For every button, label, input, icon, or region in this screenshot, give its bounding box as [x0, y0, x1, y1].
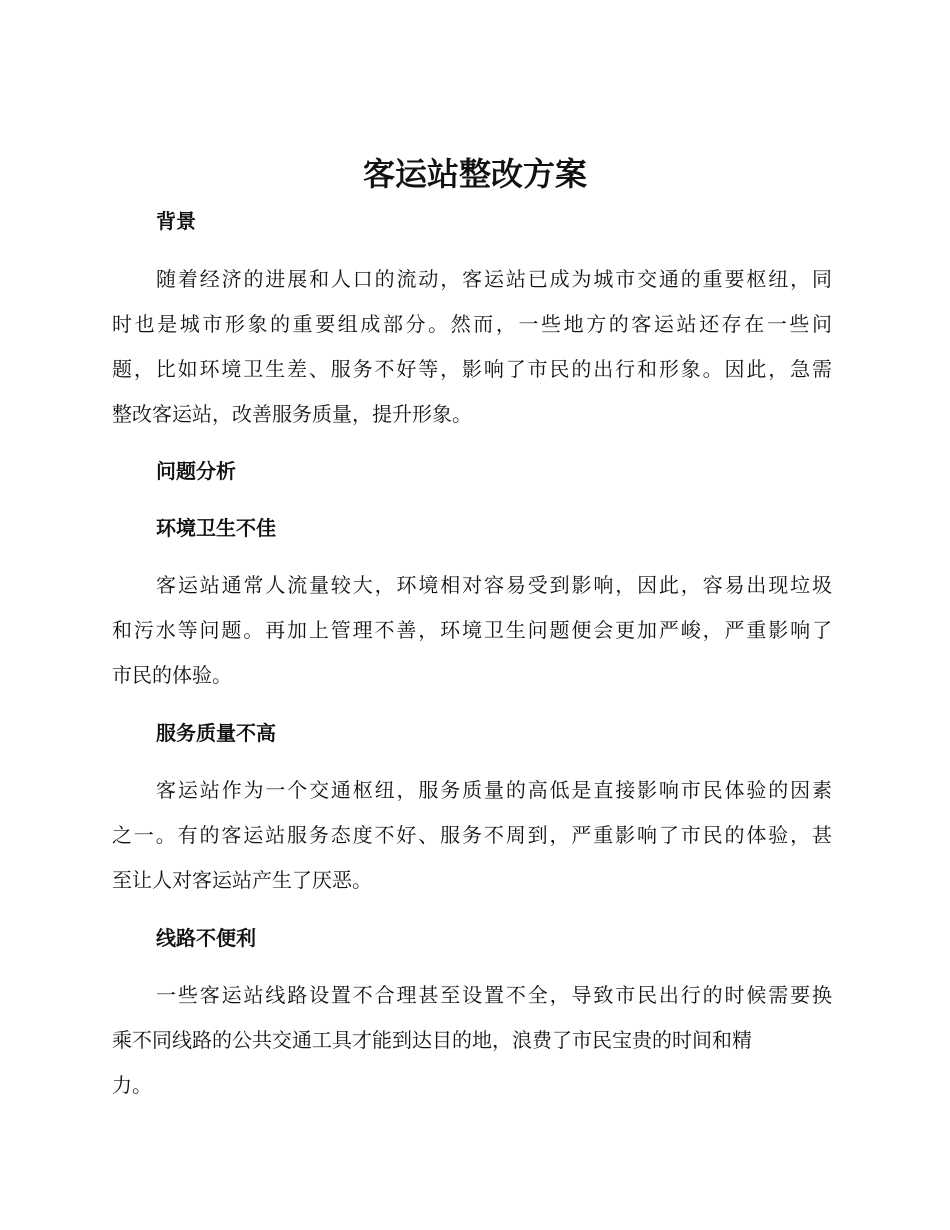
paragraph-line: 乘不同线路的公共交通工具才能到达目的地，浪费了市民宝贵的时间和精 — [112, 1028, 752, 1052]
paragraph-line: 时也是城市形象的重要组成部分。然而，一些地方的客运站还存在一些问 — [112, 312, 832, 336]
paragraph-line: 整改客运站，改善服务质量，提升形象。 — [112, 402, 472, 426]
paragraph-background — [112, 257, 832, 437]
paragraph-line: 至让人对客运站产生了厌恶。 — [112, 868, 372, 892]
document-title: 客运站整改方案 — [362, 155, 587, 193]
paragraph-line: 客运站作为一个交通枢纽，服务质量的高低是直接影响市民体验的因素 — [156, 778, 832, 802]
section-heading-environment: 环境卫生不佳 — [156, 516, 276, 540]
paragraph-line: 力。 — [112, 1073, 152, 1097]
paragraph-line: 之一。有的客运站服务态度不好、服务不周到，严重影响了市民的体验，甚 — [112, 823, 832, 847]
paragraph-line: 市民的体验。 — [112, 663, 232, 687]
paragraph-line: 一些客运站线路设置不合理甚至设置不全，导致市民出行的时候需要换 — [156, 983, 832, 1007]
section-heading-background: 背景 — [156, 209, 196, 233]
section-heading-routes: 线路不便利 — [156, 926, 256, 950]
paragraph-line: 和污水等问题。再加上管理不善，环境卫生问题便会更加严峻，严重影响了 — [112, 618, 832, 642]
section-heading-problem-analysis: 问题分析 — [156, 459, 236, 483]
paragraph-service-quality — [112, 768, 832, 903]
section-heading-service-quality: 服务质量不高 — [156, 721, 276, 745]
paragraph-line: 题，比如环境卫生差、服务不好等，影响了市民的出行和形象。因此，急需 — [112, 357, 832, 381]
paragraph-routes — [112, 973, 832, 1108]
paragraph-environment — [112, 563, 832, 698]
paragraph-line: 随着经济的进展和人口的流动，客运站已成为城市交通的重要枢纽，同 — [156, 267, 832, 291]
paragraph-line: 客运站通常人流量较大，环境相对容易受到影响，因此，容易出现垃圾 — [156, 573, 832, 597]
